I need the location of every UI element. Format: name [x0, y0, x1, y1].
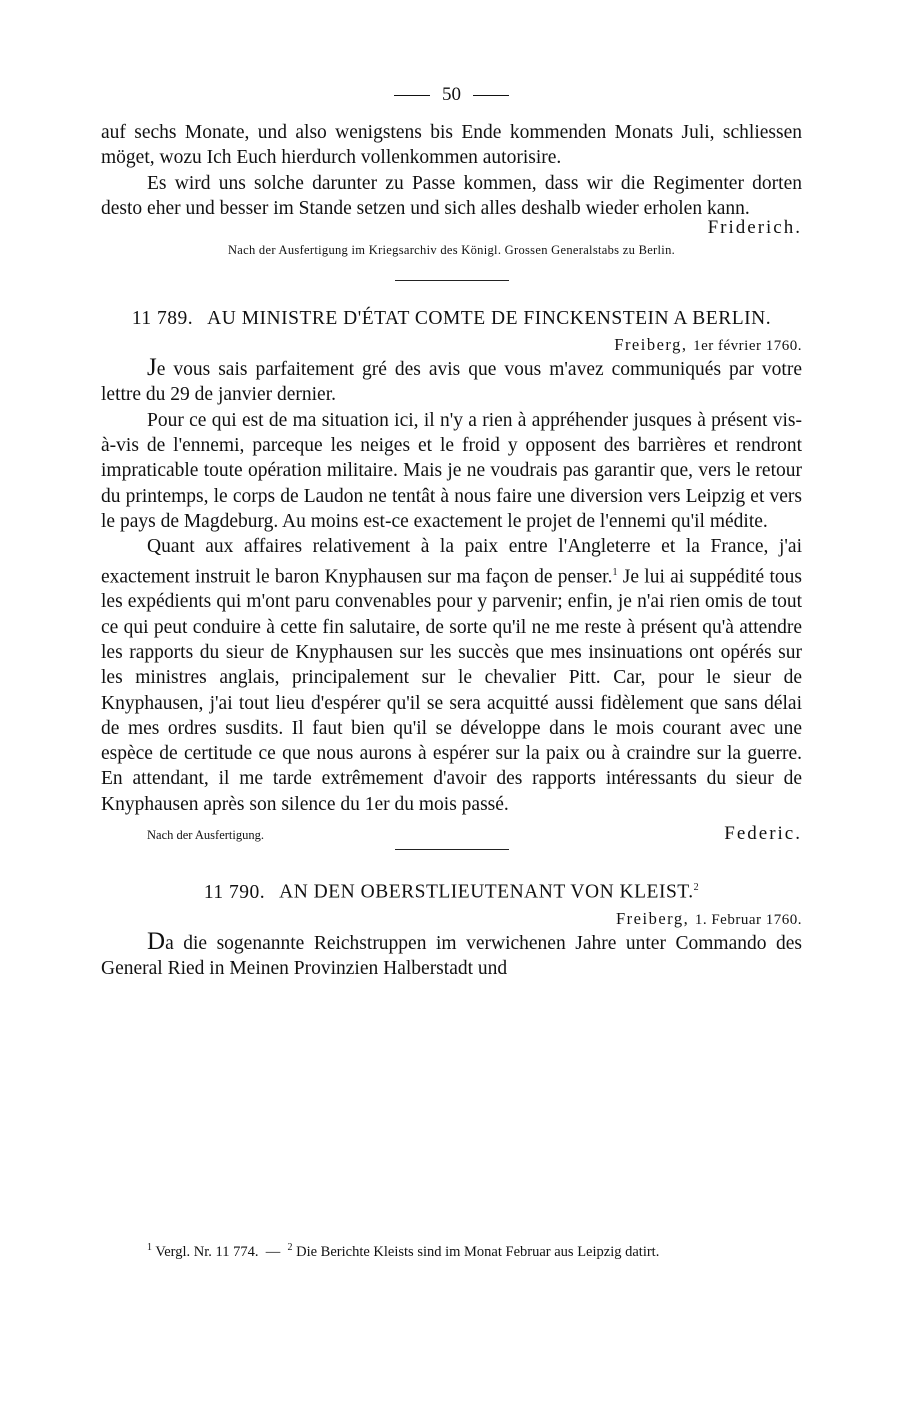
- page-number-row: [101, 84, 802, 106]
- letter3-number: 11 790.: [203, 881, 266, 903]
- footnote-ref-1: 1: [612, 566, 618, 578]
- letter3-para1: [101, 929, 802, 982]
- footnote-1: Vergl. Nr. 11 774.: [155, 1243, 259, 1260]
- letter1-signature: Friderich.: [707, 217, 802, 239]
- letter2-para3: [101, 534, 802, 817]
- letter2-para2: Pour ce qui est de ma situation ici, il n'y a rien à appréhender jusques à présent vis-à-vis de l'ennemi, parceque les neiges et le froid y opposent des barrières et rendront impraticable toute opération militaire. Mais je ne voudrais pas garantir que, vers le retour du printemps, le corps de Laudon ne tentât à nous faire une diversion vers Leipzig et vers le pays de Magdeburg. Au moins est-ce exactement le projet de l'ennemi qu'il médite.: [101, 409, 802, 532]
- letter2-dateline: [101, 335, 802, 355]
- page-number: 50: [442, 84, 461, 105]
- page: [101, 84, 802, 981]
- section-rule: [395, 280, 509, 281]
- letter3-para1-text: a die sogenannte Reichstruppen im verwichenen Jahre unter Commando des General Ried in Meinen Provinzien Halberstadt und: [101, 932, 802, 979]
- letter2-signature: Federic.: [724, 823, 802, 845]
- letter1-source: Nach der Ausfertigung im Kriegsarchiv des Königl. Grossen Generalstabs zu Berlin.: [227, 243, 676, 258]
- letter3-heading: [101, 876, 802, 905]
- letter2-para3-a: Quant aux affaires relativement à la paix entre l'Angleterre et la France, j'ai exactement instruit le baron Knyphausen sur ma façon de penser.: [101, 536, 802, 588]
- letter2-date: 1er février 1760.: [693, 338, 802, 355]
- footnote-1-mark: 1: [147, 1242, 152, 1253]
- letter2-source: Nach der Ausfertigung.: [147, 828, 264, 843]
- dash-right: [473, 95, 509, 96]
- letter2-para3-b: Je lui ai suppédité tous les expédients qui m'ont paru convenables pour y parvenir; enfin, je n'ai rien omis de tout ce qui peut conduire à cette fin salutaire, de sorte qu'il ne me reste à présent qu'à attendre les rapports du sieur de Knyphausen sur les succès que mes insinuations ont opérés sur les ministres anglais, principalement sur le chevalier Pitt. Car, pour le sieur de Knyphausen, j'ai tout lieu d'espérer qu'il se sera acquitté aussi fidèlement que sans délai de mes ordres susdits. Il faut bien qu'il se développe dans le mois courant avec une espèce de certitude ce que nous aurons à espérer sur la paix ou à craindre sur la guerre. En attendant, il me tarde extrêmement d'avoir des rapports intéressants du sieur de Knyphausen après son silence du 1er du mois passé.: [101, 566, 802, 815]
- letter2-number: 11 789.: [131, 308, 194, 330]
- letter2-initial: J: [147, 354, 157, 382]
- footnote-2-mark: 2: [287, 1242, 293, 1253]
- section-rule-2: [395, 849, 509, 850]
- letter3-place: Freiberg,: [615, 908, 690, 928]
- letter2-heading: [101, 307, 802, 331]
- footnote-line: [101, 1238, 802, 1262]
- letter3-title: AN DEN OBERSTLIEUTENANT VON KLEIST.: [279, 881, 694, 903]
- letter2-para1: [101, 355, 802, 408]
- footnote-2: Die Berichte Kleists sind im Monat Februar aus Leipzig datirt.: [296, 1243, 660, 1260]
- dash-left: [394, 95, 430, 96]
- letter1-para2: Es wird uns solche darunter zu Passe kommen, dass wir die Regimenter dorten desto eher und besser im Stande setzen und sich alles deshalb wieder erholen kann.: [101, 172, 802, 219]
- letter2-tail: [101, 823, 802, 845]
- letter2-place: Freiberg,: [614, 335, 688, 355]
- letter2-title: AU MINISTRE D'ÉTAT COMTE DE FINCKENSTEIN A BERLIN.: [207, 308, 772, 330]
- letter1-para1: auf sechs Monate, und also wenigstens bis Ende kommenden Monats Juli, schliessen möget, wozu Ich Euch hierdurch vollenkommen autorisire.: [101, 122, 802, 169]
- letter2-para1-text: e vous sais parfaitement gré des avis que vous m'avez communiqués par votre lettre du 29 de janvier dernier.: [101, 359, 802, 406]
- footnote-separator: —: [265, 1243, 281, 1260]
- letter3-date: 1. Februar 1760.: [694, 911, 802, 928]
- footnote-ref-2: 2: [693, 882, 700, 894]
- letter3-dateline: [101, 909, 802, 929]
- footnotes: [101, 1238, 802, 1262]
- letter3-initial: D: [147, 927, 166, 955]
